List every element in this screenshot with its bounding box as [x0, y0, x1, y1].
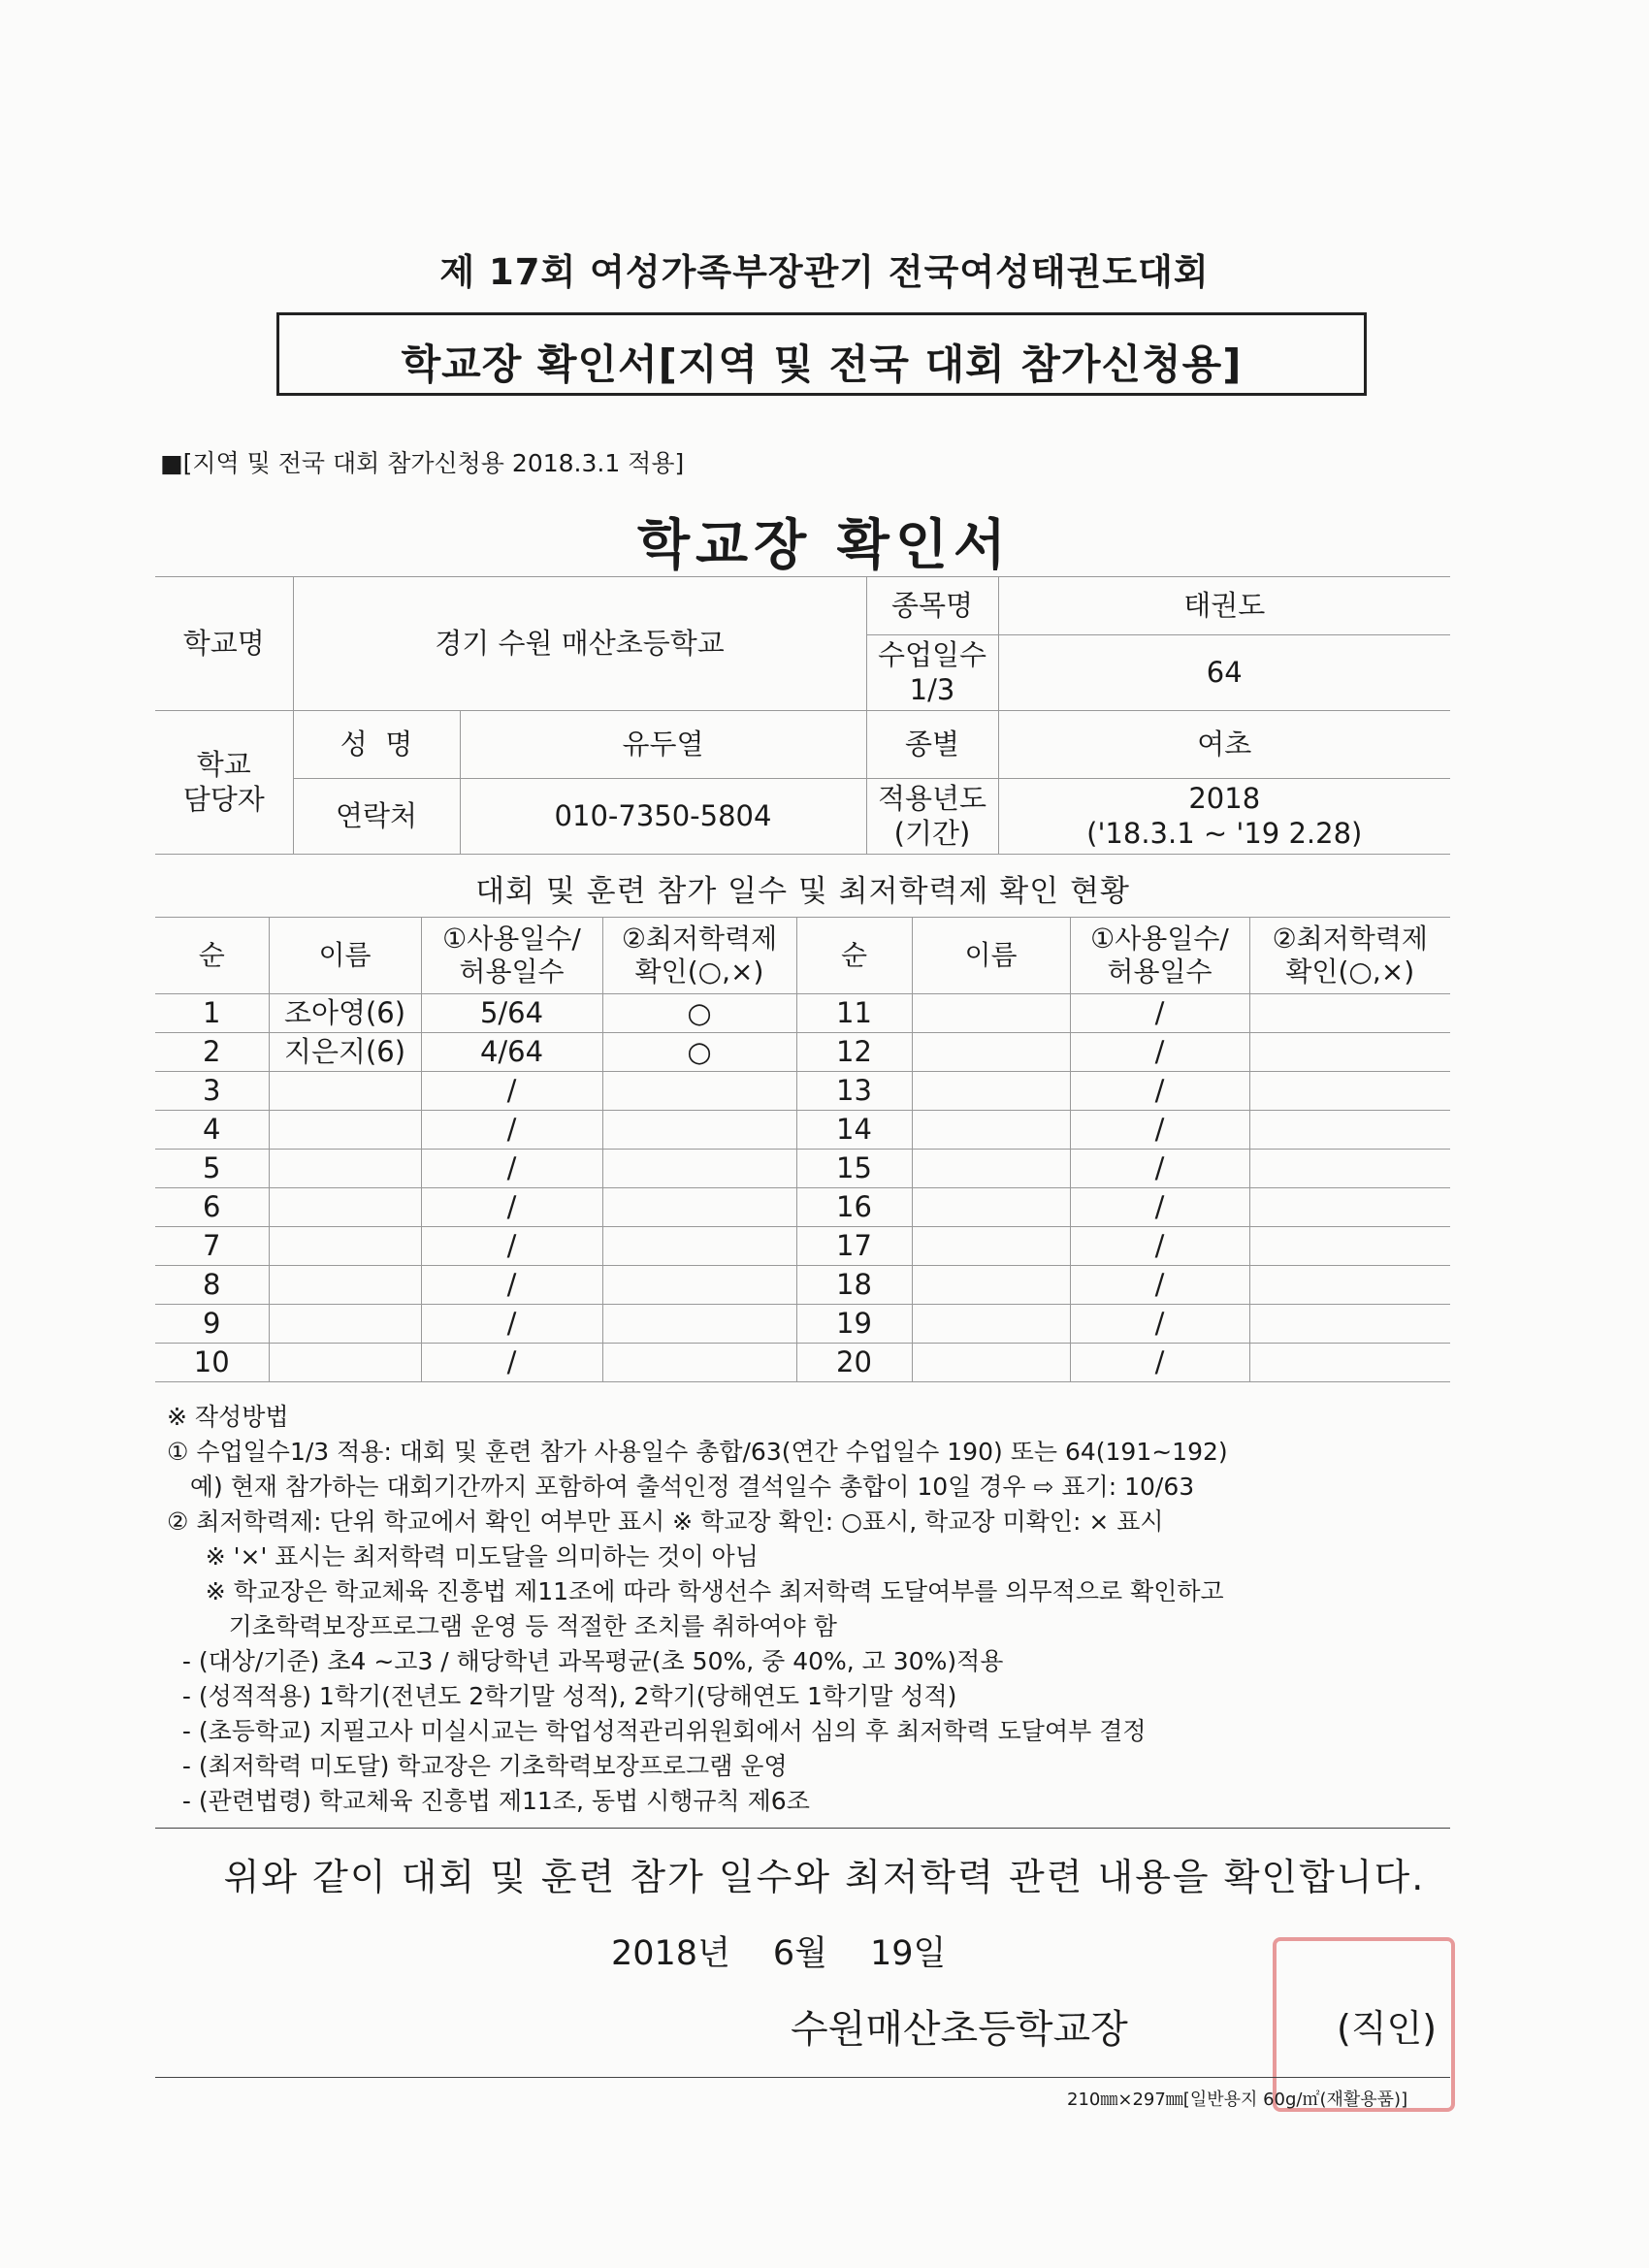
student-name: [912, 1033, 1070, 1072]
used-days: /: [1070, 1111, 1249, 1150]
student-name: [912, 1150, 1070, 1188]
used-days: /: [421, 1305, 602, 1344]
header-no: 순: [155, 918, 269, 994]
table-row: [155, 1150, 1450, 1188]
divider: [155, 1828, 1450, 1829]
doc-title: 학교장 확인서[지역 및 전국 대회 참가신청용]: [401, 340, 1243, 388]
instruction-line: 기초학력보장프로그램 운영 등 적절한 조치를 취하여야 함: [167, 1612, 837, 1640]
student-name: [269, 1344, 421, 1382]
instruction-line: - (성적적용) 1학기(전년도 2학기말 성적), 2학기(당해연도 1학기말 성적): [167, 1682, 957, 1710]
row-number: 17: [796, 1227, 912, 1266]
student-name: [269, 1150, 421, 1188]
student-name: [269, 1188, 421, 1227]
instruction-line: ※ 학교장은 학교체육 진흥법 제11조에 따라 학생선수 최저학력 도달여부를 의무적으로 확인하고: [167, 1577, 1224, 1605]
used-days: /: [1070, 994, 1249, 1033]
date-day: 19일: [869, 1934, 947, 1973]
header-check: ②최저학력제 확인(○,×): [1249, 918, 1450, 994]
student-name: [269, 1266, 421, 1305]
student-name: [912, 994, 1070, 1033]
seal-mark: (직인): [1337, 2007, 1438, 2050]
used-days: /: [421, 1188, 602, 1227]
used-days: /: [421, 1072, 602, 1111]
student-name: 지은지(6): [269, 1033, 421, 1072]
date-month: 6월: [772, 1934, 827, 1973]
table-row: [155, 1033, 1450, 1072]
table-row: [155, 1344, 1450, 1382]
table-row: [155, 1266, 1450, 1305]
min-academic-check: [1249, 1111, 1450, 1150]
row-number: 6: [155, 1188, 269, 1227]
row-number: 9: [155, 1305, 269, 1344]
student-name: [912, 1227, 1070, 1266]
days-label: 수업일수 1/3: [866, 635, 998, 711]
min-academic-check: [602, 1344, 796, 1382]
student-name: 조아영(6): [269, 994, 421, 1033]
instruction-line: ※ '×' 표시는 최저학력 미도달을 의미하는 것이 아님: [167, 1542, 759, 1571]
year-value: 2018 ('18.3.1 ~ '19 2.28): [998, 779, 1450, 855]
contact-label: 연락처: [293, 779, 460, 855]
min-academic-check: [1249, 994, 1450, 1033]
student-name: [269, 1072, 421, 1111]
instructions-heading: ※ 작성방법: [167, 1403, 289, 1431]
min-academic-check: [1249, 1072, 1450, 1111]
student-name: [912, 1344, 1070, 1382]
min-academic-check: [602, 1305, 796, 1344]
year-label: 적용년도 (기간): [866, 779, 998, 855]
min-academic-check: [1249, 1344, 1450, 1382]
name-value: 유두열: [460, 711, 866, 779]
min-academic-check: [1249, 1188, 1450, 1227]
row-number: 5: [155, 1150, 269, 1188]
table-row: [155, 1227, 1450, 1266]
used-days: /: [1070, 1305, 1249, 1344]
header-name: 이름: [269, 918, 421, 994]
min-academic-check: [602, 1188, 796, 1227]
table-row: [155, 1072, 1450, 1111]
min-academic-check: [1249, 1305, 1450, 1344]
category-label: 종별: [866, 711, 998, 779]
school-label: 학교명: [155, 577, 293, 711]
used-days: /: [421, 1266, 602, 1305]
used-days: /: [1070, 1072, 1249, 1111]
doc-title-box: [276, 312, 1367, 396]
row-number: 7: [155, 1227, 269, 1266]
used-days: /: [421, 1227, 602, 1266]
student-name: [912, 1266, 1070, 1305]
min-academic-check: [602, 1266, 796, 1305]
row-number: 13: [796, 1072, 912, 1111]
row-number: 14: [796, 1111, 912, 1150]
days-value: 64: [998, 635, 1450, 711]
cert-title: 학교장 확인서: [636, 514, 1013, 577]
instruction-line: - (대상/기준) 초4 ~고3 / 해당학년 과목평균(초 50%, 중 40%, 고 30%)적용: [167, 1647, 1004, 1675]
used-days: 4/64: [421, 1033, 602, 1072]
table-row: [155, 994, 1450, 1033]
min-academic-check: [602, 1072, 796, 1111]
used-days: /: [1070, 1266, 1249, 1305]
name-label: 성 명: [293, 711, 460, 779]
student-name: [269, 1227, 421, 1266]
row-number: 12: [796, 1033, 912, 1072]
used-days: /: [421, 1150, 602, 1188]
row-number: 16: [796, 1188, 912, 1227]
row-number: 15: [796, 1150, 912, 1188]
min-academic-check: ○: [602, 994, 796, 1033]
table-row: [155, 1188, 1450, 1227]
instruction-line: - (초등학교) 지필고사 미실시교는 학업성적관리위원회에서 심의 후 최저학력 도달여부 결정: [167, 1717, 1147, 1745]
header-no: 순: [796, 918, 912, 994]
manager-label: 학교 담당자: [155, 711, 293, 855]
doc-note: ■[지역 및 전국 대회 참가신청용 2018.3.1 적용]: [160, 449, 685, 477]
date-year: 2018년: [611, 1934, 730, 1973]
row-number: 2: [155, 1033, 269, 1072]
status-title: 대회 및 훈련 참가 일수 및 최저학력제 확인 현황: [475, 874, 1130, 909]
sport-label: 종목명: [866, 577, 998, 635]
min-academic-check: [602, 1227, 796, 1266]
student-name: [269, 1111, 421, 1150]
table-row: [155, 1111, 1450, 1150]
used-days: /: [421, 1111, 602, 1150]
used-days: /: [1070, 1150, 1249, 1188]
student-name: [912, 1111, 1070, 1150]
min-academic-check: [1249, 1033, 1450, 1072]
used-days: /: [1070, 1344, 1249, 1382]
table-header-row: [155, 918, 1450, 994]
min-academic-check: [1249, 1150, 1450, 1188]
row-number: 19: [796, 1305, 912, 1344]
header-days: ①사용일수/ 허용일수: [1070, 918, 1249, 994]
issue-date: [611, 1927, 988, 1975]
min-academic-check: ○: [602, 1033, 796, 1072]
student-name: [269, 1305, 421, 1344]
contact-value: 010-7350-5804: [460, 779, 866, 855]
student-name: [912, 1072, 1070, 1111]
row-number: 10: [155, 1344, 269, 1382]
header-days: ①사용일수/ 허용일수: [421, 918, 602, 994]
row-number: 1: [155, 994, 269, 1033]
instruction-line: 예) 현재 참가하는 대회기간까지 포함하여 출석인정 결석일수 총합이 10일 경우 ⇨ 표기: 10/63: [167, 1473, 1195, 1501]
principal-name: 수원매산초등학교장: [791, 2007, 1128, 2052]
sport-value: 태권도: [998, 577, 1450, 635]
min-academic-check: [602, 1111, 796, 1150]
min-academic-check: [1249, 1227, 1450, 1266]
info-table: [155, 576, 1450, 855]
category-value: 여초: [998, 711, 1450, 779]
used-days: /: [1070, 1227, 1249, 1266]
school-value: 경기 수원 매산초등학교: [293, 577, 866, 711]
event-title: 제 17회 여성가족부장관기 전국여성태권도대회: [439, 251, 1210, 293]
student-name: [912, 1188, 1070, 1227]
row-number: 18: [796, 1266, 912, 1305]
table-row: [155, 1305, 1450, 1344]
divider: [155, 2077, 1450, 2078]
instruction-line: - (최저학력 미도달) 학교장은 기초학력보장프로그램 운영: [167, 1752, 788, 1780]
row-number: 8: [155, 1266, 269, 1305]
writing-instructions: [167, 1400, 1486, 1819]
paper-spec: 210㎜×297㎜[일반용지 60g/㎡(재활용품)]: [1067, 2090, 1408, 2110]
row-number: 3: [155, 1072, 269, 1111]
header-name: 이름: [912, 918, 1070, 994]
instruction-line: - (관련법령) 학교체육 진흥법 제11조, 동법 시행규칙 제6조: [167, 1787, 810, 1815]
used-days: /: [421, 1344, 602, 1382]
used-days: 5/64: [421, 994, 602, 1033]
row-number: 4: [155, 1111, 269, 1150]
header-check: ②최저학력제 확인(○,×): [602, 918, 796, 994]
instruction-line: ② 최저학력제: 단위 학교에서 확인 여부만 표시 ※ 학교장 확인: ○표시, 학교장 미확인: × 표시: [167, 1507, 1164, 1536]
student-name: [912, 1305, 1070, 1344]
used-days: /: [1070, 1033, 1249, 1072]
row-number: 11: [796, 994, 912, 1033]
status-table: [155, 917, 1450, 1382]
min-academic-check: [1249, 1266, 1450, 1305]
instruction-line: ① 수업일수1/3 적용: 대회 및 훈련 참가 사용일수 총합/63(연간 수업일수 190) 또는 64(191~192): [167, 1438, 1228, 1466]
min-academic-check: [602, 1150, 796, 1188]
row-number: 20: [796, 1344, 912, 1382]
used-days: /: [1070, 1188, 1249, 1227]
confirmation-statement: 위와 같이 대회 및 훈련 참가 일수와 최저학력 관련 내용을 확인합니다.: [223, 1856, 1426, 1898]
